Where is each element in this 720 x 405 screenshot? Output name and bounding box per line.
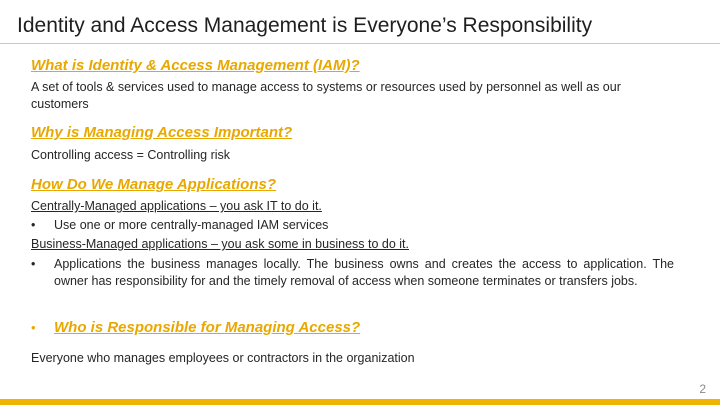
title-divider [0, 43, 720, 44]
business-managed-line: Business-Managed applications – you ask some in business to do it. [31, 237, 409, 251]
section-heading-why-important: Why is Managing Access Important? [31, 124, 293, 141]
section-heading-what-is-iam: What is Identity & Access Management (IAM)? [31, 57, 360, 74]
section-body-why-important: Controlling access = Controlling risk [31, 148, 231, 162]
page-number: 2 [699, 382, 706, 396]
section-body-what-is-iam: A set of tools & services used to manage access to systems or resources used by personnel as well as our customers [31, 80, 621, 111]
section-heading-how-manage: How Do We Manage Applications? [31, 176, 277, 193]
bullet-text: Use one or more centrally-managed IAM services [54, 218, 329, 232]
bullet-glyph: • [31, 257, 36, 271]
bullet-glyph: • [31, 218, 36, 232]
section-heading-who-responsible: Who is Responsible for Managing Access? [54, 319, 361, 336]
bullet-text: Applications the business manages locally. The business owns and creates the access to application. The owner has responsibility for and the timely removal of access when someone terminates or transfers jobs. [54, 257, 674, 288]
bullet-who-responsible [31, 319, 681, 339]
bullet-glyph: • [31, 320, 36, 335]
centrally-managed-line: Centrally-Managed applications – you ask IT to do it. [31, 199, 322, 213]
section-body-who-responsible: Everyone who manages employees or contractors in the organization [31, 351, 415, 365]
footer-accent-bar [0, 399, 720, 405]
bullet-centrally-managed [31, 217, 681, 234]
slide-title: Identity and Access Management is Everyone’s Responsibility [17, 14, 593, 37]
bullet-business-managed [31, 256, 681, 308]
